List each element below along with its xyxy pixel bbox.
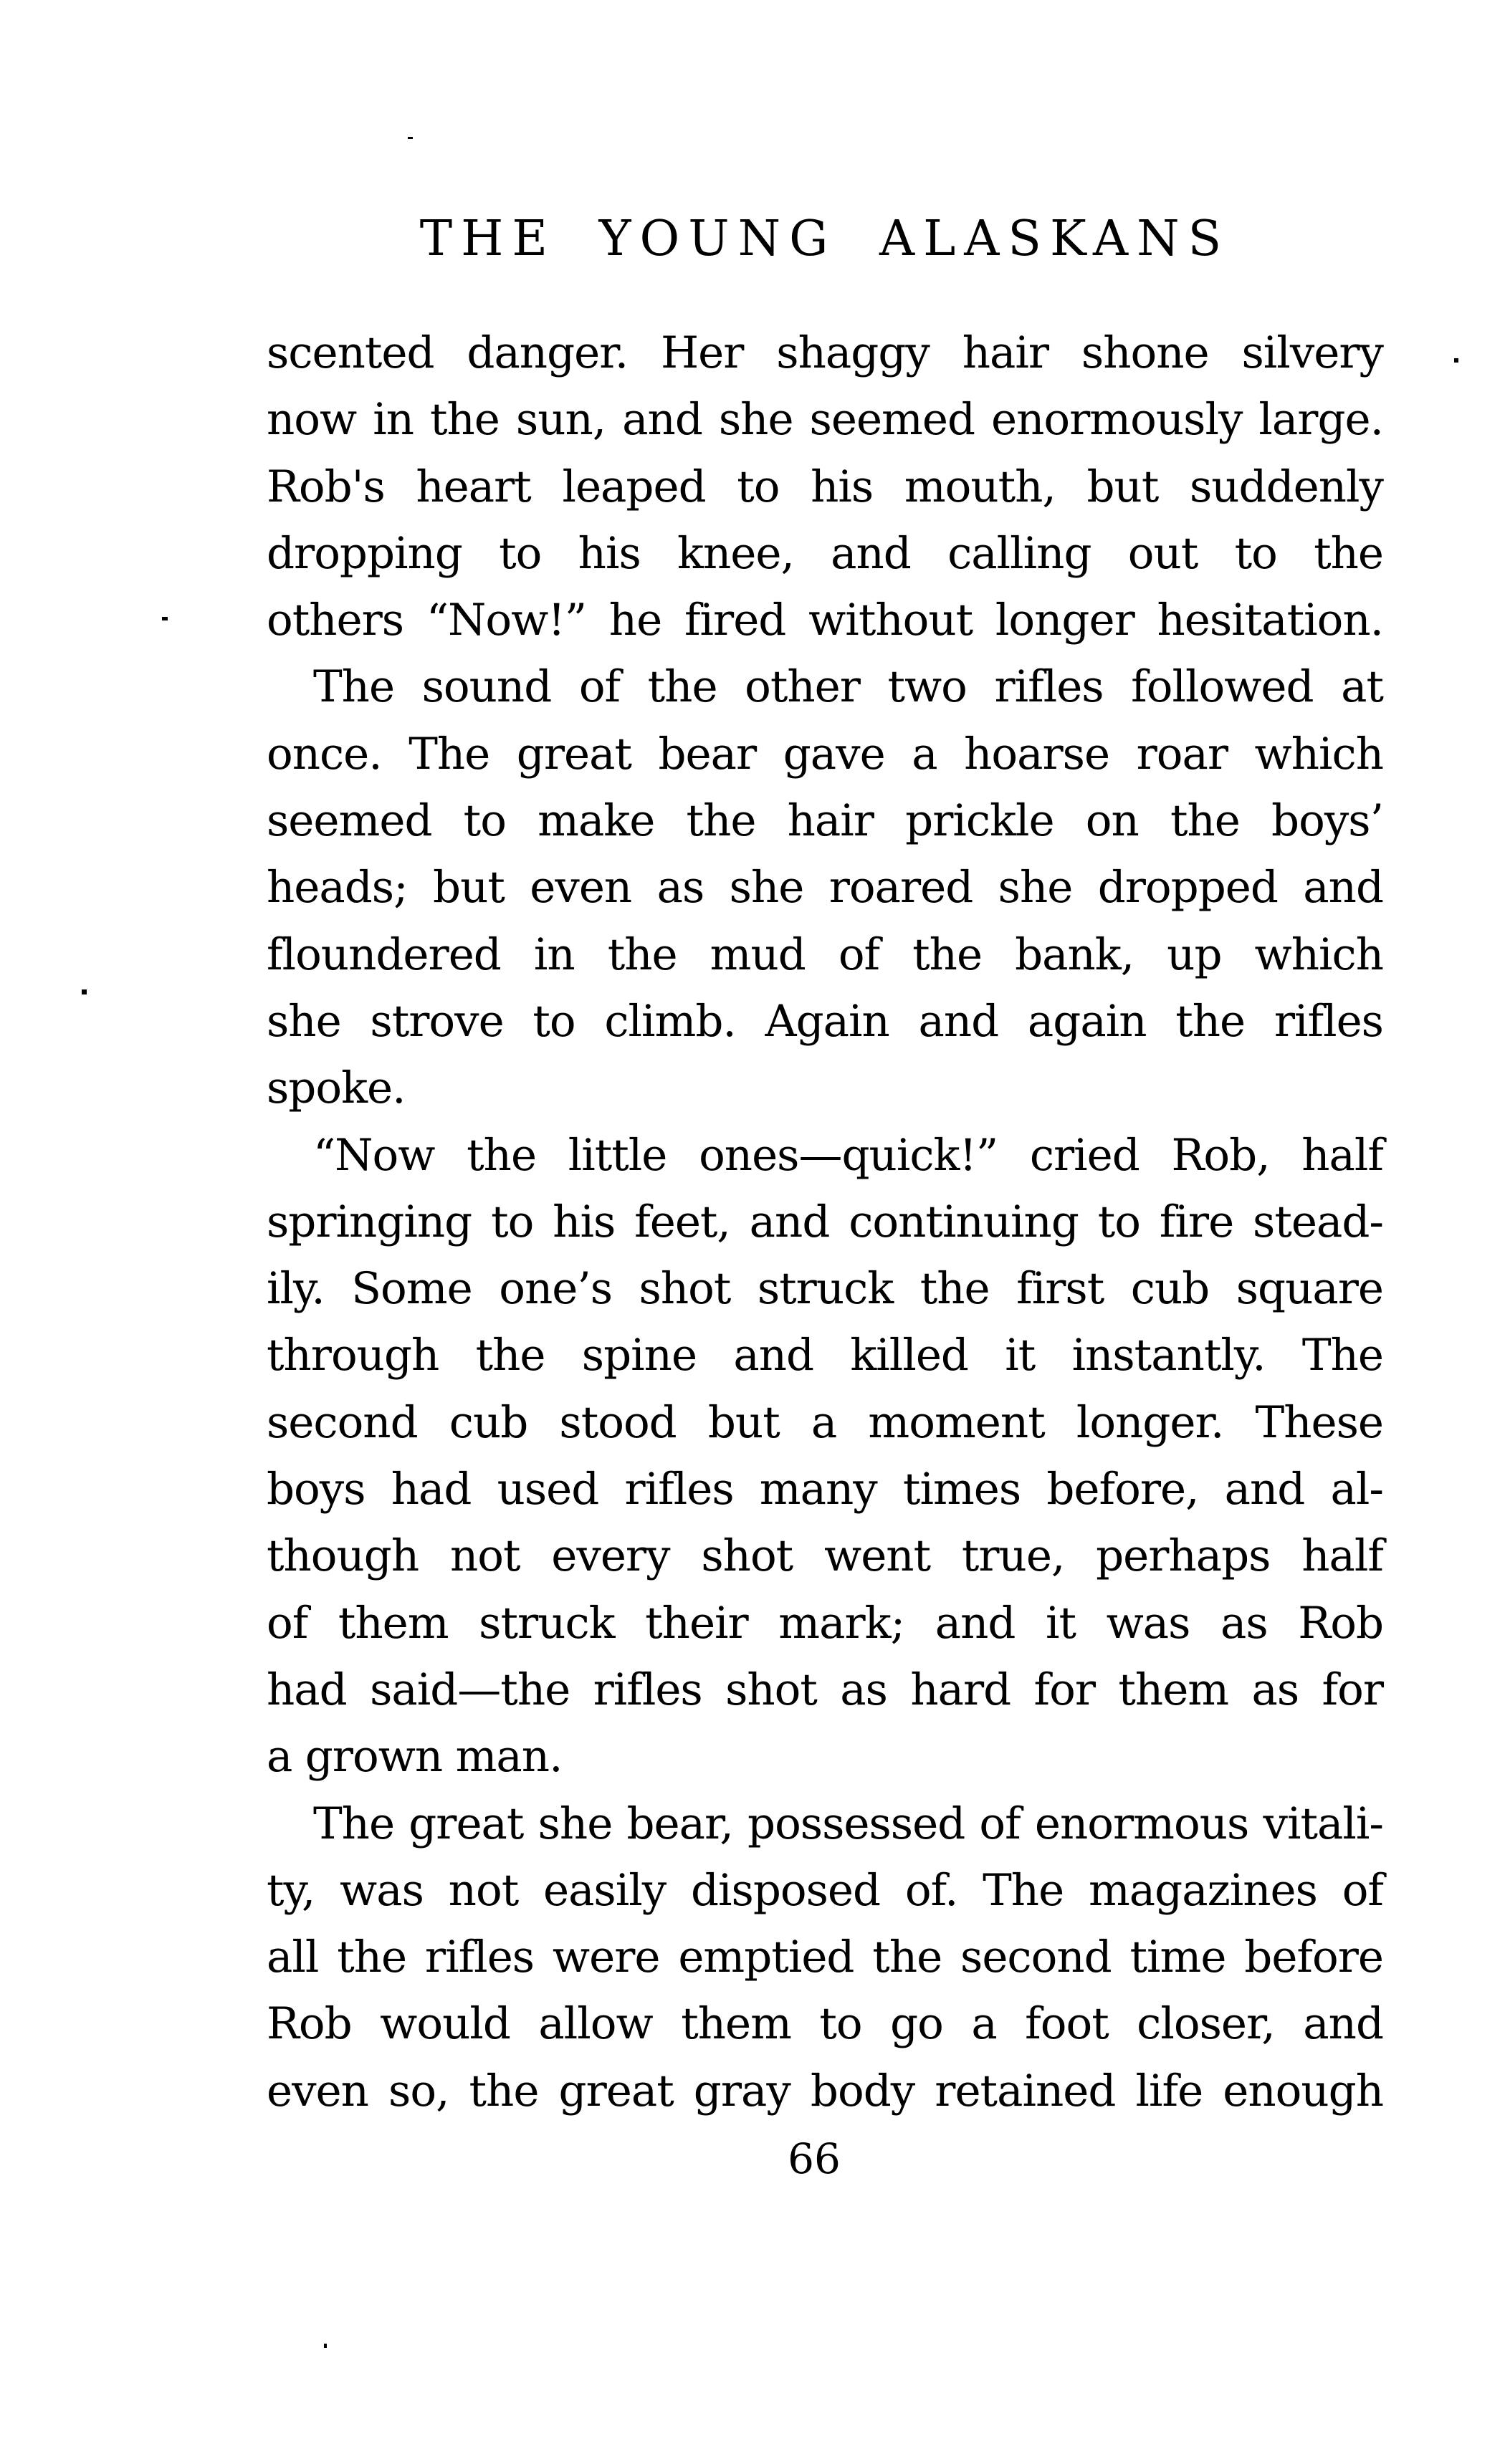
text-line: now in the sun, and she seemed enormously large. (267, 394, 1383, 446)
text-line: though not every shot went true, perhaps half (267, 1530, 1383, 1582)
text-line: she strove to climb. Again and again the rifles (267, 995, 1383, 1047)
text-line: even so, the great gray body retained life enough (267, 2065, 1383, 2117)
text-line: dropping to his knee, and calling out to the (267, 527, 1383, 579)
text-line: of them struck their mark; and it was as Rob (267, 1597, 1383, 1649)
text-line: Rob would allow them to go a foot closer, and (267, 1998, 1383, 2050)
body-text (267, 320, 1383, 2124)
text-line: all the rifles were emptied the second time before (267, 1932, 1383, 1983)
text-line: The sound of the other two rifles followed at (313, 661, 1383, 713)
text-line: second cub stood but a moment longer. These (267, 1396, 1383, 1448)
text-line: others “Now!” he fired without longer hesitation. (267, 595, 1383, 646)
text-line: ty, was not easily disposed of. The magazines of (267, 1864, 1383, 1916)
page-number: 66 (788, 2134, 841, 2183)
text-line: had said—the rifles shot as hard for them as for (267, 1664, 1383, 1715)
text-line: a grown man. (267, 1731, 563, 1783)
text-line: boys had used rifles many times before, and al- (267, 1464, 1383, 1515)
text-line: once. The great bear gave a hoarse roar which (267, 728, 1383, 780)
text-line: ily. Some one’s shot struck the first cub square (267, 1263, 1383, 1315)
text-line: floundered in the mud of the bank, up which (267, 929, 1383, 980)
text-line: seemed to make the hair prickle on the boys’ (267, 795, 1383, 847)
running-header: THE YOUNG ALASKANS (419, 211, 1231, 267)
text-line: Rob's heart leaped to his mouth, but suddenly (267, 461, 1383, 512)
scan-speck (324, 2344, 327, 2348)
text-line: “Now the little ones—quick!” cried Rob, half (313, 1129, 1383, 1181)
scan-speck (162, 617, 168, 620)
text-line: springing to his feet, and continuing to fire stead- (267, 1196, 1383, 1247)
scan-speck (1454, 358, 1458, 363)
text-line: heads; but even as she roared she dropped and (267, 862, 1383, 914)
scan-speck (408, 137, 413, 139)
text-line: spoke. (267, 1063, 406, 1114)
text-line: scented danger. Her shaggy hair shone silvery (267, 327, 1383, 378)
text-line: through the spine and killed it instantly. The (267, 1330, 1383, 1381)
scan-speck (82, 989, 87, 994)
text-line: The great she bear, possessed of enormous vitali- (313, 1798, 1383, 1849)
